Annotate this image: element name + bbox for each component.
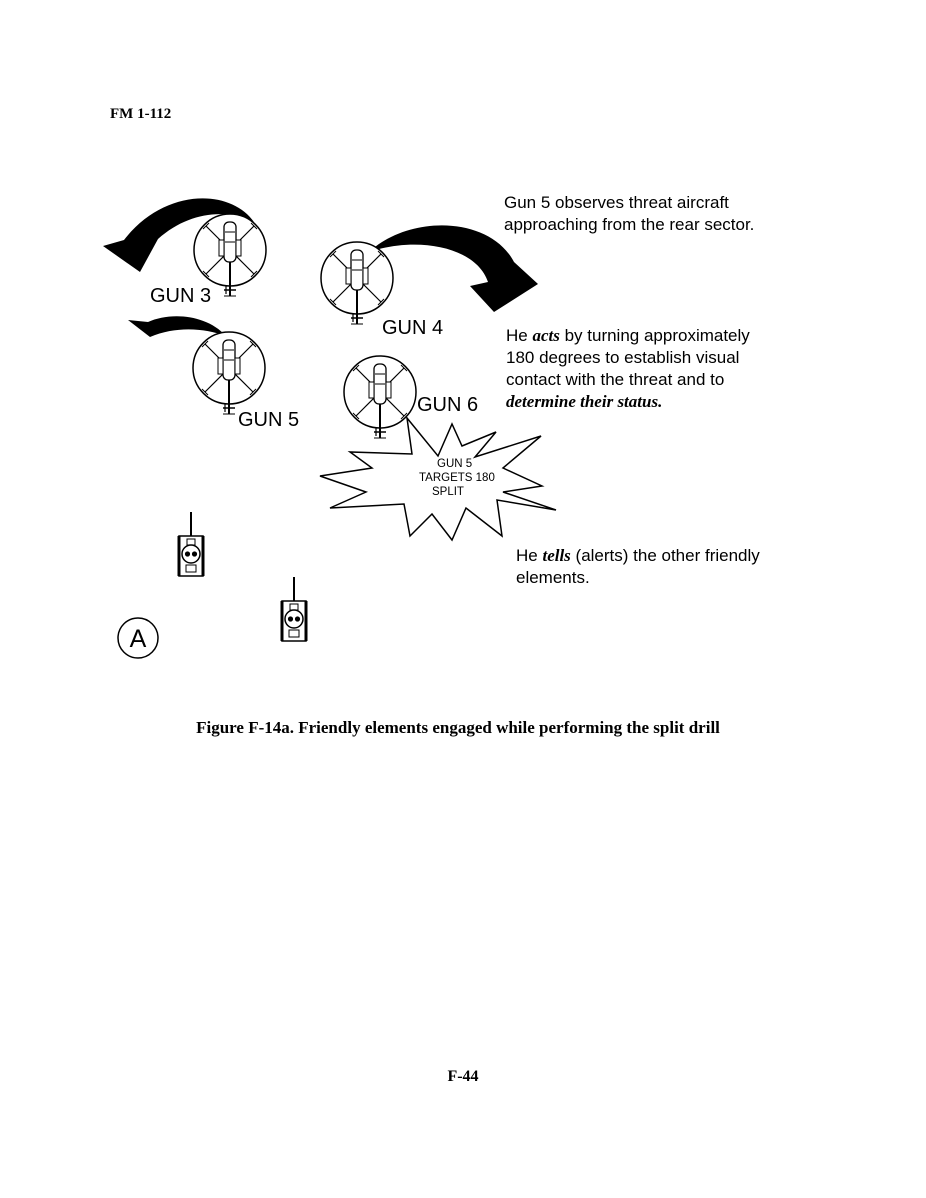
note-tells-line2: elements. [516,568,590,587]
helicopter-gun3-icon [194,214,266,296]
note-acts-emphasis: acts [532,326,560,345]
burst-text-line3: SPLIT [432,486,464,498]
note-observe-line2: approaching from the rear sector. [504,215,755,234]
note-acts-line2: 180 degrees to establish visual [506,348,740,367]
note-acts-pre: He [506,326,533,345]
note-tells-emphasis: tells [542,546,571,565]
page-number: F-44 [447,1068,479,1085]
note-acts-post: by turning approximately [559,326,750,345]
note-tells-post: (alerts) the other friendly [570,546,760,565]
document-id: FM 1-112 [110,106,172,122]
label-gun4: GUN 4 [382,317,444,339]
helicopter-gun4-icon [321,242,393,324]
helicopter-gun5-icon [193,332,265,414]
burst-text-line1: GUN 5 [437,458,473,470]
burst-text-line2: TARGETS 180 [419,472,495,484]
helicopter-gun6-icon [344,356,416,438]
note-observe [504,192,754,236]
note-observe-line1: Gun 5 observes threat aircraft [504,193,729,212]
note-acts-line4: determine their status. [506,392,663,411]
label-gun6: GUN 6 [417,394,479,416]
note-tells-pre: He [516,546,543,565]
turn-arrow-gun4 [369,225,538,312]
note-acts [506,325,750,413]
turn-arrow-gun5 [128,316,226,337]
note-acts-line3: contact with the threat and to [506,370,725,389]
label-gun5: GUN 5 [238,409,300,431]
note-tells [516,545,760,589]
label-gun3: GUN 3 [150,285,212,307]
tank-icon [282,577,306,641]
tank-icon [179,512,203,576]
figure-caption: Figure F-14a. Friendly elements engaged while performing the split drill [196,718,720,737]
position-marker-label: A [129,625,147,653]
